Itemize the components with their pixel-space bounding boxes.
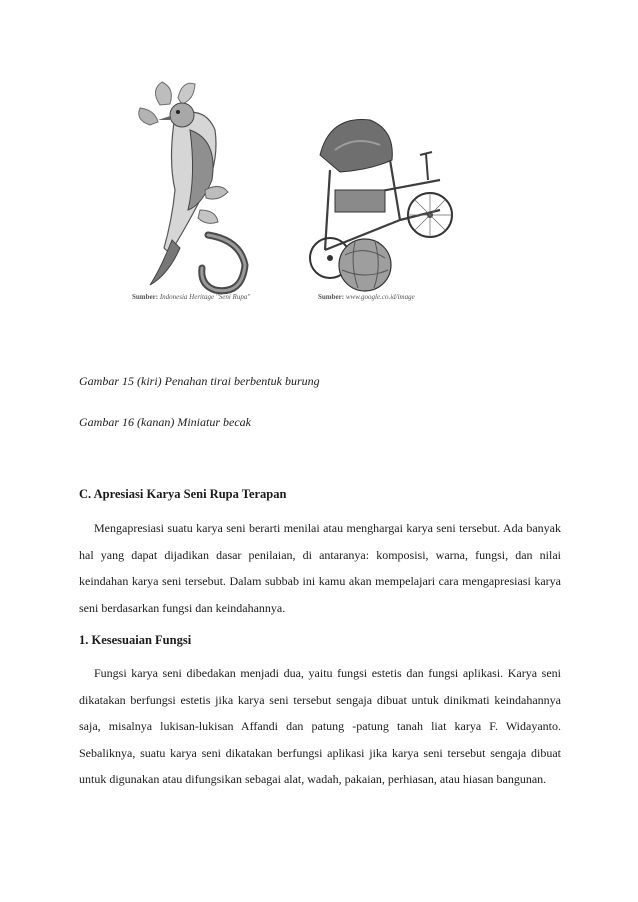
- figure-caption-16: Gambar 16 (kanan) Miniatur becak: [79, 415, 251, 429]
- figure-area: [120, 60, 450, 320]
- figure-right-source: Sumber: www.google.co.id/image: [318, 293, 415, 301]
- section-heading: C. Apresiasi Karya Seni Rupa Terapan: [79, 487, 287, 501]
- subsection-heading: 1. Kesesuaian Fungsi: [79, 633, 192, 647]
- figure-left-source: Sumber: Indonesia Heritage "Seni Rupa": [132, 293, 251, 301]
- section-paragraph: Mengapresiasi suatu karya seni berarti menilai atau menghargai karya seni tersebut. Ada banyak hal yang dapat dijadikan dasar penilaian, di antaranya: komposisi, warna, fungsi, dan nilai keindahan karya seni tersebut. Dalam subbab ini kamu akan mempelajari cara mengapresiasi karya seni berdasarkan fungsi dan keindahannya.: [79, 521, 561, 615]
- figure-caption-15: Gambar 15 (kiri) Penahan tirai berbentuk burung: [79, 374, 320, 388]
- subsection-paragraph: Fungsi karya seni dibedakan menjadi dua, yaitu fungsi estetis dan fungsi aplikasi. Karya seni dikatakan berfungsi estetis jika karya seni tersebut sengaja dibuat untuk dinikmati keindahannya saja, misalnya lukisan-lukisan Affandi dan patung -patung tanah liat karya F. Widayanto. Sebaliknya, suatu karya seni dikatakan berfungsi aplikasi jika karya seni tersebut sengaja dibuat untuk digunakan atau difungsikan sebagai alat, wadah, pakaian, perhiasan, atau hiasan bangunan.: [79, 666, 561, 787]
- bird-curtain-holder-image: [120, 70, 270, 300]
- miniature-becak-image: [300, 100, 460, 300]
